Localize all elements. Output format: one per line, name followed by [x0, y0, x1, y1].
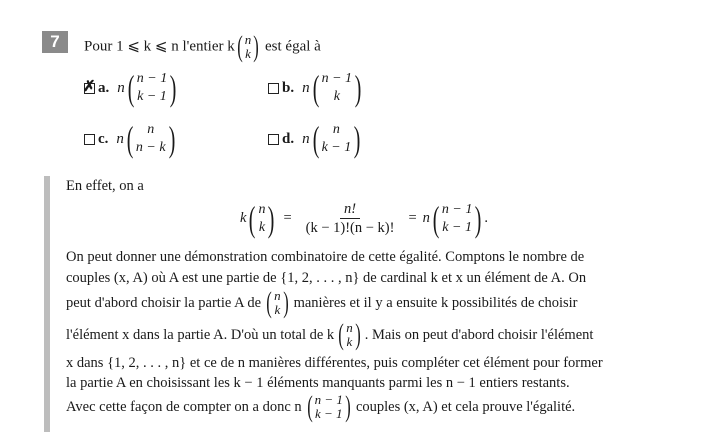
frac-denominator: (k − 1)!(n − k)! [305, 220, 395, 236]
binom-top: n − 1 [136, 71, 168, 86]
option-binomial: ( n k − 1 ) [312, 119, 361, 159]
binom-top: n [147, 122, 155, 137]
eq-fraction [302, 200, 399, 237]
line4-a: l'élément x dans la partie A. D'où un total de k [66, 326, 335, 343]
solution-line-5: x dans {1, 2, . . . , n} et ce de n manières différentes, puis compléter cet élément pour former [66, 355, 603, 371]
prompt-suffix: est égal à [265, 38, 321, 55]
eq-rhs-binomial: ( n − 1 k − 1 ) [432, 198, 482, 239]
binom-bottom: k [333, 89, 340, 104]
binom-bottom: k − 1 [315, 406, 343, 421]
binom-top: n − 1 [441, 201, 473, 217]
binom-top: n − 1 [321, 71, 353, 86]
solution-line-7 [66, 392, 696, 422]
binom-top: n [274, 288, 281, 303]
line7-binomial: ( n − 1 k − 1 ) [306, 390, 351, 423]
checked-box-icon[interactable] [84, 83, 95, 94]
solution-line-3 [66, 288, 696, 318]
question-prompt [84, 32, 321, 62]
option-label: a. [98, 79, 110, 96]
binom-bottom: k [258, 219, 266, 235]
line7-b: couples (x, A) et cela prouve l'égalité. [355, 398, 576, 415]
eq-lhs-coef: k [240, 210, 247, 226]
binom-bottom: k [346, 334, 353, 349]
binom-top: n [258, 201, 266, 217]
line3-b: manières et il y a ensuite k possibilités de choisir [293, 294, 578, 311]
option-binomial: ( n n − k ) [126, 119, 175, 159]
binom-bottom: k − 1 [442, 219, 472, 235]
solution-line-1: On peut donner une démonstration combinatoire de cette égalité. Comptons le nombre de [66, 249, 585, 265]
option-binomial: ( n − 1 k ) [312, 68, 362, 108]
eq-lhs-binomial: ( n k ) [249, 198, 275, 239]
solution-intro: En effet, on a [66, 178, 144, 194]
binom-top: n − 1 [314, 392, 343, 407]
binom-top: n [244, 32, 252, 47]
binom-bottom: k − 1 [321, 140, 352, 155]
line7-a: Avec cette façon de compter on a donc n [66, 398, 302, 415]
prompt-binomial: ( n k ) [237, 30, 259, 63]
eq-end: . [484, 210, 488, 226]
option-coef: n [302, 79, 310, 96]
prompt-prefix: Pour 1 ⩽ k ⩽ n l'entier k [84, 38, 235, 55]
line4-binomial: ( n k ) [338, 318, 361, 351]
option-label: d. [282, 130, 295, 147]
solution-equation [240, 200, 488, 237]
checkbox-icon[interactable] [84, 134, 95, 145]
eq-sign: = [283, 210, 292, 226]
option-coef: n [117, 79, 125, 96]
binom-bottom: k [274, 302, 281, 317]
solution-line-2: couples (x, A) où A est une partie de {1, 2, . . . , n} de cardinal k et x un élément de A. On [66, 270, 587, 286]
option-coef: n [116, 130, 124, 147]
checkbox-icon[interactable] [268, 83, 279, 94]
option-c[interactable] [84, 121, 178, 157]
option-binomial: ( n − 1 k − 1 ) [127, 68, 177, 108]
question-number: 7 [42, 31, 68, 53]
eq-rhs-coef: n [422, 210, 430, 226]
frac-numerator: n! [340, 200, 360, 219]
binom-bottom: k − 1 [137, 89, 167, 104]
line3-a: peut d'abord choisir la partie A de [66, 294, 262, 311]
option-d[interactable] [268, 121, 363, 157]
solution-line-4 [66, 320, 696, 350]
option-b[interactable] [268, 70, 364, 106]
binom-top: n [346, 320, 353, 335]
line4-b: . Mais on peut d'abord choisir l'élément [364, 326, 594, 343]
binom-bottom: n − k [135, 140, 166, 155]
solution-line-6: la partie A en choisissant les k − 1 éléments manquants parmi les n − 1 entiers restants. [66, 375, 570, 391]
binom-bottom: k [245, 46, 251, 61]
solution-margin-bar [44, 176, 50, 432]
option-coef: n [302, 130, 310, 147]
option-label: c. [98, 130, 109, 147]
binom-top: n [332, 122, 340, 137]
eq-sign-2: = [408, 210, 417, 226]
line3-binomial: ( n k ) [266, 286, 289, 319]
option-a[interactable] [84, 70, 179, 106]
checkbox-icon[interactable] [268, 134, 279, 145]
option-label: b. [282, 79, 295, 96]
